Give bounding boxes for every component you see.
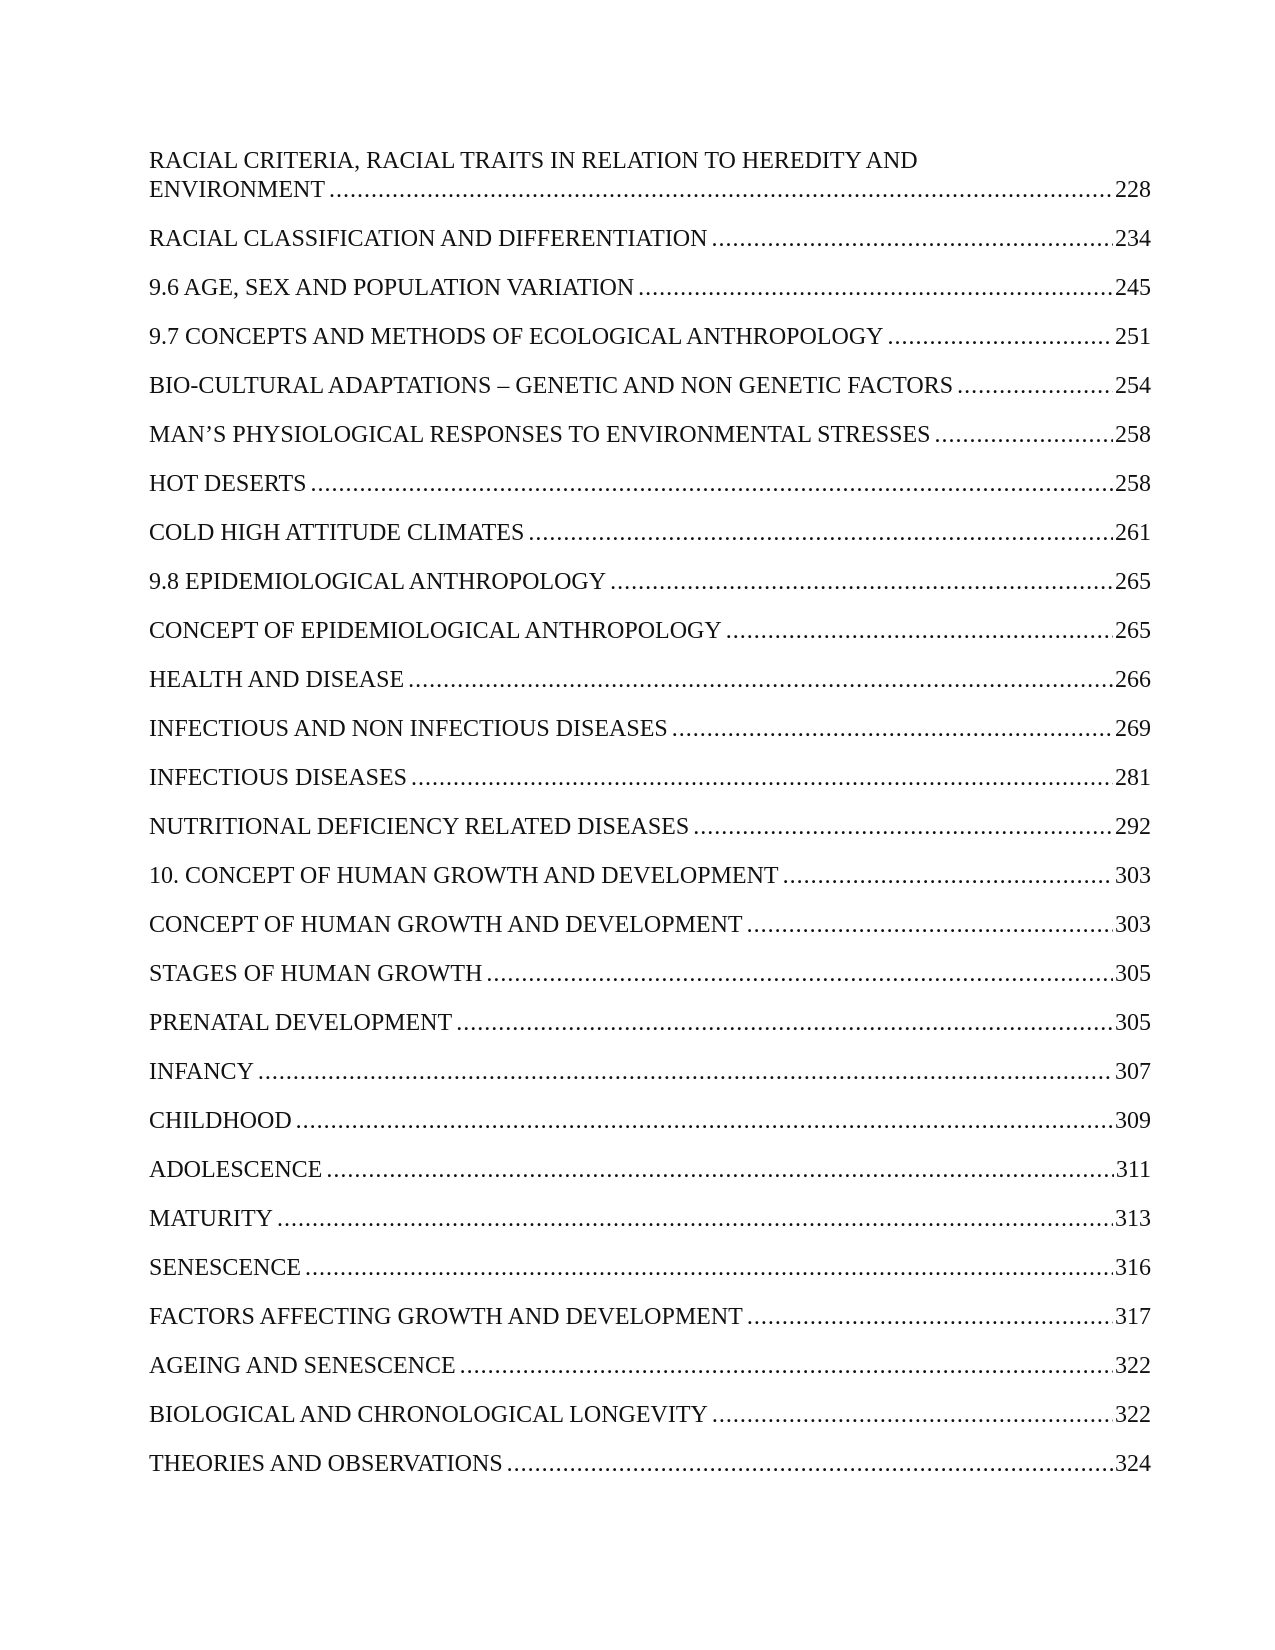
toc-leader-dots: [610, 568, 1113, 597]
toc-entry[interactable]: [149, 617, 1151, 646]
toc-entry-title: PRENATAL DEVELOPMENT: [149, 1010, 453, 1036]
toc-leader-dots: [693, 813, 1113, 842]
toc-leader-dots: [672, 715, 1113, 744]
toc-entry-title: 9.6 AGE, SEX AND POPULATION VARIATION: [149, 275, 635, 301]
toc-entry[interactable]: [149, 1156, 1151, 1185]
toc-entry-title: 10. CONCEPT OF HUMAN GROWTH AND DEVELOPMENT: [149, 863, 779, 889]
toc-entry-page: 305: [1115, 1010, 1151, 1036]
toc-entry-title: HOT DESERTS: [149, 471, 307, 497]
toc-entry-title: STAGES OF HUMAN GROWTH: [149, 961, 483, 987]
toc-entry-page: 309: [1115, 1108, 1151, 1134]
toc-entry-page: 234: [1115, 226, 1151, 252]
toc-entry[interactable]: [149, 764, 1151, 793]
toc-entry[interactable]: [149, 1401, 1151, 1430]
toc-entry[interactable]: [149, 911, 1151, 940]
toc-leader-dots: [310, 470, 1113, 499]
toc-entry-title: INFECTIOUS DISEASES: [149, 765, 408, 791]
toc-entry-title: AGEING AND SENESCENCE: [149, 1353, 456, 1379]
toc-entry-title: ADOLESCENCE: [149, 1157, 323, 1183]
table-of-contents: [149, 147, 1151, 1499]
toc-entry-page: 307: [1115, 1059, 1151, 1085]
toc-entry-page: 254: [1115, 373, 1151, 399]
toc-leader-dots: [638, 274, 1113, 303]
toc-entry-title: CHILDHOOD: [149, 1108, 292, 1134]
toc-entry-title: COLD HIGH ATTITUDE CLIMATES: [149, 520, 525, 546]
toc-entry[interactable]: [149, 421, 1151, 450]
toc-leader-dots: [935, 421, 1114, 450]
toc-entry-title: THEORIES AND OBSERVATIONS: [149, 1451, 503, 1477]
toc-entry-title: BIOLOGICAL AND CHRONOLOGICAL LONGEVITY: [149, 1402, 708, 1428]
toc-entry-page: 258: [1115, 422, 1151, 448]
toc-entry[interactable]: [149, 323, 1151, 352]
toc-entry[interactable]: [149, 715, 1151, 744]
toc-entry-page: 305: [1115, 961, 1151, 987]
toc-entry-page: 266: [1115, 667, 1151, 693]
toc-entry-title: INFANCY: [149, 1059, 254, 1085]
toc-leader-dots: [456, 1009, 1113, 1038]
toc-entry-page: 313: [1115, 1206, 1151, 1232]
toc-entry-page: 258: [1115, 471, 1151, 497]
toc-entry-page: 281: [1115, 765, 1151, 791]
toc-entry-page: 261: [1115, 520, 1151, 546]
toc-entry[interactable]: [149, 1303, 1151, 1332]
toc-leader-dots: [411, 764, 1113, 793]
toc-entry[interactable]: [149, 274, 1151, 303]
toc-entry[interactable]: [149, 666, 1151, 695]
toc-leader-dots: [747, 1303, 1113, 1332]
toc-entry-page: 316: [1115, 1255, 1151, 1281]
toc-entry-page: 317: [1115, 1304, 1151, 1330]
toc-entry[interactable]: [149, 1009, 1151, 1038]
toc-leader-dots: [258, 1058, 1113, 1087]
toc-entry-title: BIO-CULTURAL ADAPTATIONS – GENETIC AND NON GENETIC FACTORS: [149, 373, 954, 399]
toc-leader-dots: [726, 617, 1113, 646]
toc-entry-page: 324: [1115, 1451, 1151, 1477]
toc-leader-dots: [460, 1352, 1113, 1381]
toc-entry[interactable]: [149, 960, 1151, 989]
toc-entry-page: 228: [1115, 177, 1151, 203]
toc-entry-title: MAN’S PHYSIOLOGICAL RESPONSES TO ENVIRONMENTAL STRESSES: [149, 422, 931, 448]
toc-entry[interactable]: [149, 225, 1151, 254]
toc-entry[interactable]: [149, 147, 1151, 205]
toc-entry-title: INFECTIOUS AND NON INFECTIOUS DISEASES: [149, 716, 668, 742]
toc-entry-page: 292: [1115, 814, 1151, 840]
toc-leader-dots: [783, 862, 1113, 891]
toc-entry[interactable]: [149, 1205, 1151, 1234]
toc-leader-dots: [711, 225, 1113, 254]
toc-leader-dots: [277, 1205, 1113, 1234]
toc-leader-dots: [957, 372, 1113, 401]
toc-entry-page: 245: [1115, 275, 1151, 301]
toc-entry-title: CONCEPT OF HUMAN GROWTH AND DEVELOPMENT: [149, 912, 743, 938]
toc-leader-dots: [528, 519, 1113, 548]
toc-leader-dots: [712, 1401, 1113, 1430]
toc-entry-title-line1: RACIAL CRITERIA, RACIAL TRAITS IN RELATION TO HEREDITY AND: [149, 148, 918, 174]
toc-leader-dots: [887, 323, 1113, 352]
toc-leader-dots: [486, 960, 1113, 989]
toc-leader-dots: [296, 1107, 1113, 1136]
toc-entry-title: ENVIRONMENT: [149, 177, 325, 203]
toc-entry[interactable]: [149, 568, 1151, 597]
toc-entry[interactable]: [149, 519, 1151, 548]
toc-entry-title: MATURITY: [149, 1206, 273, 1232]
toc-leader-dots: [329, 176, 1113, 205]
toc-entry-page: 265: [1115, 569, 1151, 595]
toc-entry[interactable]: [149, 1254, 1151, 1283]
toc-entry-title: FACTORS AFFECTING GROWTH AND DEVELOPMENT: [149, 1304, 743, 1330]
toc-leader-dots: [408, 666, 1113, 695]
toc-entry-title: CONCEPT OF EPIDEMIOLOGICAL ANTHROPOLOGY: [149, 618, 722, 644]
toc-entry-page: 251: [1115, 324, 1151, 350]
toc-entry-page: 265: [1115, 618, 1151, 644]
toc-entry-page: 269: [1115, 716, 1151, 742]
toc-entry[interactable]: [149, 1107, 1151, 1136]
toc-entry-page: 322: [1115, 1402, 1151, 1428]
toc-entry-page: 311: [1115, 1157, 1151, 1183]
toc-entry-title: 9.8 EPIDEMIOLOGICAL ANTHROPOLOGY: [149, 569, 607, 595]
toc-entry-title: 9.7 CONCEPTS AND METHODS OF ECOLOGICAL ANTHROPOLOGY: [149, 324, 884, 350]
toc-entry[interactable]: [149, 813, 1151, 842]
toc-entry[interactable]: [149, 1058, 1151, 1087]
toc-entry-title: SENESCENCE: [149, 1255, 302, 1281]
toc-entry[interactable]: [149, 862, 1151, 891]
toc-entry-page: 303: [1115, 863, 1151, 889]
toc-entry-title: RACIAL CLASSIFICATION AND DIFFERENTIATION: [149, 226, 708, 252]
toc-leader-dots: [507, 1450, 1113, 1479]
toc-leader-dots: [305, 1254, 1113, 1283]
toc-leader-dots: [326, 1156, 1114, 1185]
toc-entry-title: HEALTH AND DISEASE: [149, 667, 405, 693]
toc-entry-title: NUTRITIONAL DEFICIENCY RELATED DISEASES: [149, 814, 690, 840]
toc-entry-page: 322: [1115, 1353, 1151, 1379]
toc-entry[interactable]: [149, 470, 1151, 499]
toc-leader-dots: [747, 911, 1113, 940]
toc-entry[interactable]: [149, 372, 1151, 401]
toc-entry[interactable]: [149, 1352, 1151, 1381]
toc-entry[interactable]: [149, 1450, 1151, 1479]
toc-entry-page: 303: [1115, 912, 1151, 938]
